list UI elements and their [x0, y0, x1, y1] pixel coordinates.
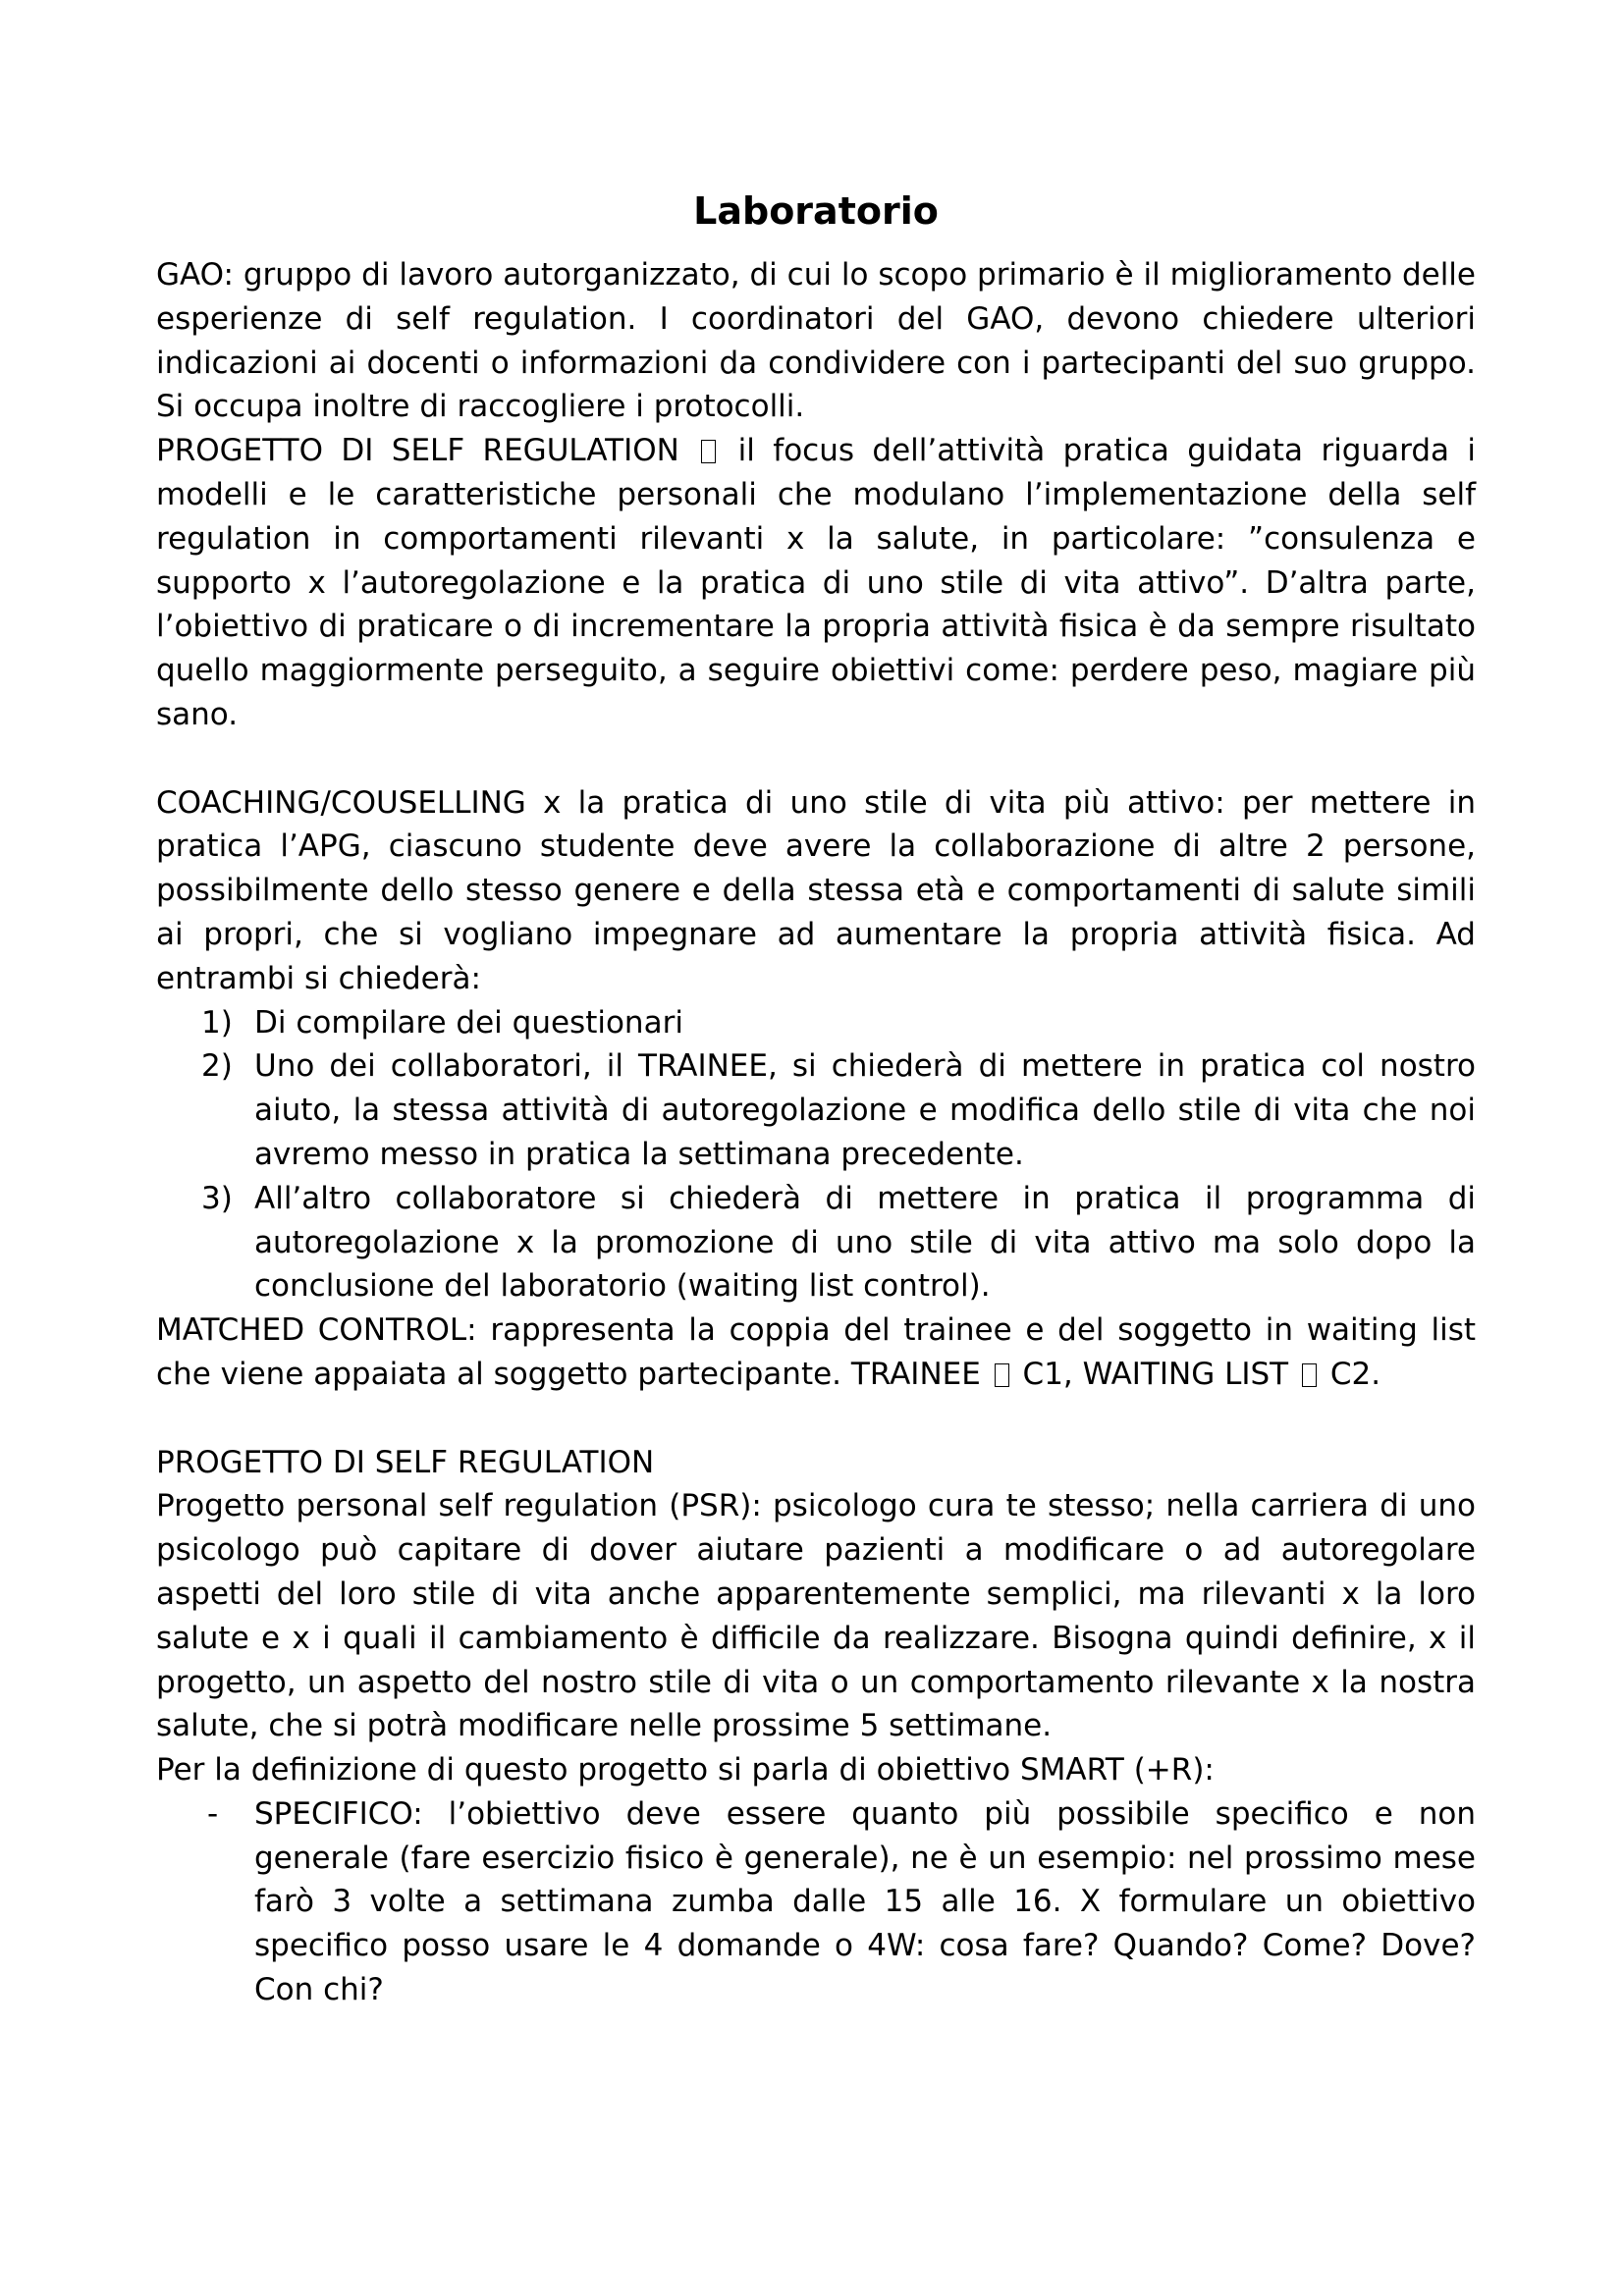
list-item-number: 3)	[201, 1180, 233, 1216]
blank-line	[156, 1397, 1476, 1441]
gao-paragraph: GAO: gruppo di lavoro autorganizzato, di cui lo scopo primario è il miglioramento delle esperienze di self regulation. I coordinatori del GAO, devono chiedere ulteriori indicazioni ai docenti o informazioni da condividere con i partecipanti del suo gruppo. Si occupa inoltre di raccogliere i protocolli.	[156, 257, 1476, 425]
list-item-text: Uno dei collaboratori, il TRAINEE, si chiederà di mettere in pratica col nostro aiuto, la stessa attività di autoregolazione e modifica dello stile di vita che noi avremo messo in pratica la settimana precedente.	[254, 1048, 1476, 1172]
dash-list	[156, 1792, 1476, 2012]
psr-paragraph: Progetto personal self regulation (PSR): psicologo cura te stesso; nella carriera di uno psicologo può capitare di dover aiutare pazienti a modificare o ad autoregolare aspetti del loro stile di vita anche apparentemente semplici, ma rilevanti x la loro salute e x i quali il cambiamento è difficile da realizzare. Bisogna quindi definire, x il progetto, un aspetto del nostro stile di vita o un comportamento rilevante x la nostra salute, che si potrà modificare nelle prossime 5 settimane.	[156, 1488, 1476, 1744]
list-item	[156, 1177, 1476, 1308]
list-item	[156, 1001, 1476, 1045]
list-item-text: All’altro collaboratore si chiederà di mettere in pratica il programma di autoregolazione x la promozione di uno stile di vita attivo ma solo dopo la conclusione del laboratorio (waiting list control).	[254, 1180, 1476, 1305]
progetto-intro-lead: PROGETTO DI SELF REGULATION	[156, 433, 679, 469]
matched-control-part1: MATCHED CONTROL: rappresenta la coppia del trainee e del soggetto in waiting list che viene appaiata al soggetto partecipante. TRAINEE	[156, 1312, 1476, 1392]
page-title: Laboratorio	[693, 189, 939, 233]
list-item-number: 1)	[201, 1004, 233, 1041]
list-item-text: Di compilare dei questionari	[254, 1004, 683, 1041]
missing-glyph-icon	[701, 440, 716, 463]
matched-control-paragraph	[156, 1308, 1476, 1397]
progetto-intro-rest: il focus dell’attività pratica guidata riguarda i modelli e le caratteristiche personali che modulano l’implementazione della self regulation in comportamenti rilevanti x la salute, in particolare: ”consulenza e supporto x l’autoregolazione e la pratica di uno stile di vita attivo”. D’altra parte, l’obiettivo di praticare o di incrementare la propria attività fisica è da sempre risultato quello maggiormente perseguito, a seguire obiettivi come: perdere peso, magiare più sano.	[156, 433, 1477, 732]
matched-control-part2: C1, WAITING LIST	[1022, 1356, 1289, 1392]
blank-line	[156, 737, 1476, 781]
list-item	[156, 1044, 1476, 1176]
list-item-dash: -	[207, 1795, 219, 1832]
matched-control-part3: C2.	[1329, 1356, 1381, 1392]
list-item-number: 2)	[201, 1048, 233, 1085]
missing-glyph-icon	[1302, 1363, 1317, 1387]
list-item-text: SPECIFICO: l’obiettivo deve essere quanto più possibile specifico e non generale (fare esercizio fisico è generale), ne è un esempio: nel prossimo mese farò 3 volte a settimana zumba dalle 15 alle 16. X formulare un obiettivo specifico posso usare le 4 domande o 4W: cosa fare? Quando? Come? Dove? Con chi?	[254, 1795, 1476, 2008]
list-item	[156, 1792, 1476, 2012]
section-heading: PROGETTO DI SELF REGULATION	[156, 1444, 655, 1480]
smart-intro: Per la definizione di questo progetto si parla di obiettivo SMART (+R):	[156, 1752, 1215, 1789]
missing-glyph-icon	[995, 1363, 1009, 1387]
coaching-paragraph: COACHING/COUSELLING x la pratica di uno stile di vita più attivo: per mettere in pratica l’APG, ciascuno studente deve avere la collaborazione di altre 2 persone, possibilmente dello stesso genere e della stessa età e comportamenti di salute simili ai propri, che si vogliano impegnare ad aumentare la propria attività fisica. Ad entrambi si chiederà:	[156, 784, 1476, 996]
numbered-list	[156, 1001, 1476, 1309]
progetto-intro-paragraph	[156, 429, 1476, 737]
